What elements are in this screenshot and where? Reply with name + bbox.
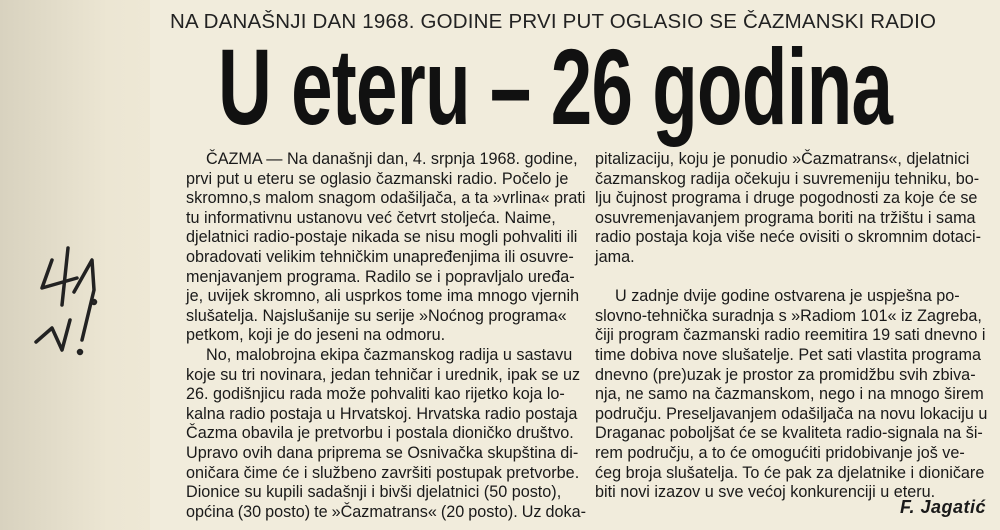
headline: U eteru – 26 godina	[218, 26, 893, 147]
text-line: općina (30 posto) te »Čazmatrans« (20 posto). Uz doka-	[186, 502, 586, 521]
text-line: je, uvijek skromno, ali usprkos tome ima mnogo vjernih	[186, 287, 580, 306]
text-line: koje su tri novinara, jedan tehničar i urednik, ipak se uz	[186, 365, 581, 384]
paragraph-gap	[595, 268, 995, 288]
text-line: time dobiva nove slušatelje. Pet sati vlastita programa	[595, 345, 981, 364]
text-line: Čazma obavila je pretvorbu i postala dioničko društvo.	[186, 424, 574, 443]
text-line: U zadnje dvije godine ostvarena je uspješna po-	[615, 287, 960, 306]
text-line: slušatelja. Najslušanije su serije »Noćnog programa«	[186, 306, 567, 325]
text-line: osuvremenjavanjem programa boriti na tržištu i sama	[595, 208, 976, 227]
text-line: Draganac poboljšat će se kvaliteta radio-signala na ši-	[595, 424, 983, 443]
text-line: lju čujnost programa i druge pogodnosti za koje će se	[595, 189, 978, 208]
text-line: ČAZMA — Na današnji dan, 4. srpnja 1968. godine,	[206, 150, 578, 168]
byline: F. Jagatić	[899, 497, 986, 517]
text-line: djelatnici radio-postaje nikada se nisu mogli pohvaliti ili	[186, 228, 578, 247]
text-line: radio postaja koja više neće ovisiti o skromnim dotaci-	[595, 228, 981, 247]
text-line: menjavanjem programa. Radilo se i popravljalo uređa-	[186, 267, 575, 286]
text-line: rem području, a to će omogućiti pridobivanje još ve-	[595, 443, 965, 462]
text-line: Upravo ovih dana priprema se Osnivačka skupština di-	[186, 443, 579, 462]
text-line: području. Preseljavanjem odašiljača na novu lokaciju u	[595, 404, 988, 423]
kicker: NA DANAŠNJI DAN 1968. GODINE PRVI PUT OGLASIO SE ČAZMANSKI RADIO	[170, 10, 937, 33]
text-line: čiji program čazmanski radio reemitira 19 sati dnevno i	[595, 326, 986, 345]
article-column-left	[186, 150, 586, 522]
text-line: slovno-tehnička suradnja s »Radiom 101« iz Zagreba,	[595, 306, 982, 325]
text-line: ćeg broja slušatelja. To će pak za djelatnike i dioničare	[595, 463, 985, 482]
text-line: skromno,s malom snagom odašiljača, a ta »vrlina« prati	[186, 189, 586, 208]
handwritten-note-4-7	[22, 230, 112, 370]
text-line: prvi put u eteru se oglasio čazmanski radio. Počelo je	[186, 169, 569, 188]
text-line: oničara čime će i službeno završiti postupak pretvorbe.	[186, 463, 580, 482]
text-line: nja, ne samo na čazmanskom, nego i na mnogo širem	[595, 385, 984, 404]
text-line: dnevno (pre)uzak je prostor za promidžbu svih zbiva-	[595, 365, 976, 384]
text-line: jama.	[595, 247, 635, 266]
text-line: biti novi izazov u sve većoj konkurenciji u eteru.	[595, 483, 936, 502]
text-line: petkom, koji je do jeseni na odmoru.	[186, 326, 446, 345]
text-line: No, malobrojna ekipa čazmanskog radija u sastavu	[206, 345, 573, 364]
text-line: pitalizaciju, koju je ponudio »Čazmatrans«, djelatnici	[595, 150, 970, 168]
text-line: kalna radio postaja u Hrvatskoj. Hrvatska radio postaja	[186, 404, 578, 423]
article-column-right	[595, 150, 995, 503]
text-line: 26. godišnjicu rada može pohvaliti kao rijetko koja lo-	[186, 385, 565, 404]
text-line: tu informativnu ustanovu već četvrt stoljeća. Naime,	[186, 208, 556, 227]
text-line: Dionice su kupili sadašnji i bivši djelatnici (50 posto),	[186, 483, 562, 502]
text-line: čazmanskog radija očekuju i suvremeniju tehniku, bo-	[595, 169, 980, 188]
text-line: obradovati velikim tehničkim unapređenjima ili osuvre-	[186, 247, 574, 266]
